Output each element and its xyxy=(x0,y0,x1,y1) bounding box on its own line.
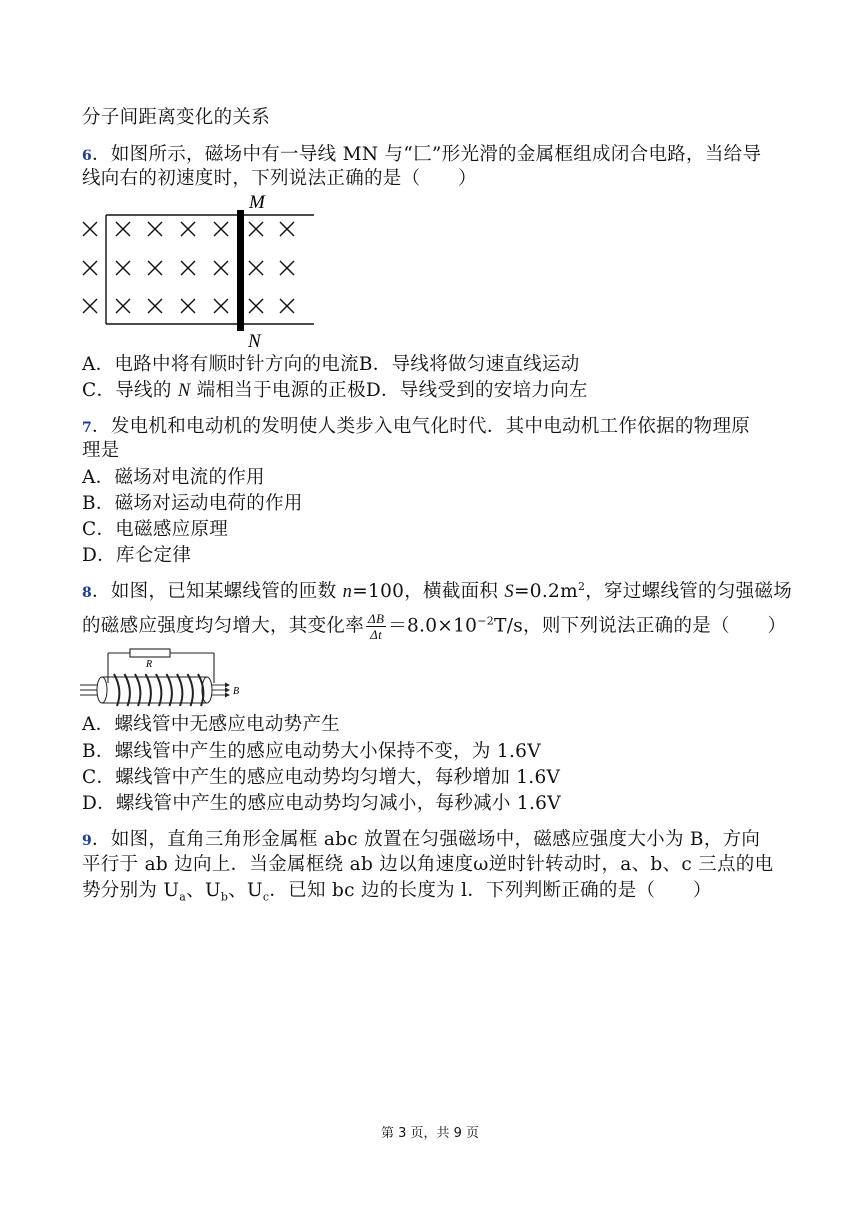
question-7-option-d: D．库仑定律 xyxy=(82,545,192,566)
question-7-option-c: C．电磁感应原理 xyxy=(82,519,229,540)
question-6-line-1 xyxy=(82,143,761,168)
question-8-option-d: D．螺线管中产生的感应电动势均匀减小，每秒减小 1.6V xyxy=(82,793,561,814)
question-6-options-cd xyxy=(82,379,588,403)
question-text: ．如图所示，磁场中有一导线 MN 与“匚”形光滑的金属框组成闭合电路，当给导 xyxy=(92,144,762,165)
question-7-option-b: B．磁场对运动电荷的作用 xyxy=(82,493,303,514)
question-8-option-c: C．螺线管中产生的感应电动势均匀增大，每秒增加 1.6V xyxy=(82,767,561,788)
question-9-line-3: 势分别为 $U_a$、$U_b$、$U_c$．已知 bc 边的长度为 l．下列判断正确的是（ ） xyxy=(82,880,712,904)
question-8-line-2: 的磁感应强度均匀增大，其变化率 $\frac{\Delta B}{\Delta t}$ $=8.0\times 10^{-2}T/s$，则下列说法正确的是（ ） xyxy=(82,611,787,642)
option-c: C．导线的 N 端相当于电源的正极 xyxy=(82,380,366,401)
question-8-line-1: 8．如图，已知某螺线管的匝数 n=100，横截面积 $S=0.2m^2$，穿过螺线管的匀强磁场 xyxy=(82,579,793,602)
question-7-line-1 xyxy=(82,415,750,440)
resistor xyxy=(130,649,170,657)
solenoid-coil xyxy=(114,674,203,706)
rate-fraction: $\frac{\Delta B}{\Delta t}$ xyxy=(368,611,385,642)
magnetic-field-figure xyxy=(78,190,323,350)
question-number: 9 xyxy=(82,833,93,849)
question-number: 7 xyxy=(82,420,93,436)
question-8-option-a: A．螺线管中无感应电动势产生 xyxy=(82,714,341,735)
option-b: B．导线将做匀速直线运动 xyxy=(358,354,580,375)
question-text: ．如图，直角三角形金属框 abc 放置在匀强磁场中，磁感应强度大小为 B，方向 xyxy=(92,829,761,850)
question-9-line-2: 平行于 ab 边向上．当金属框绕 ab 边以角速度ω逆时针转动时，a、b、c 三点的电 xyxy=(82,854,774,875)
question-9-line-1 xyxy=(82,828,760,853)
text-line: 分子间距离变化的关系 xyxy=(82,107,271,128)
option-a: A．电路中将有顺时针方向的电流 xyxy=(82,354,359,375)
page-footer: 第 3 页，共 9 页 xyxy=(380,1126,480,1141)
label-b: B xyxy=(233,686,240,697)
question-text: ．发电机和电动机的发明使人类步入电气化时代．其中电动机工作依据的物理原 xyxy=(92,416,751,437)
label-r: R xyxy=(146,659,153,670)
label-n: N xyxy=(248,331,261,350)
question-8-option-b: B．螺线管中产生的感应电动势大小保持不变，为 1.6V xyxy=(82,741,541,762)
label-m: M xyxy=(249,192,265,213)
question-7-option-a: A．磁场对电流的作用 xyxy=(82,467,265,488)
field-crosses xyxy=(83,222,294,313)
question-7-line-2: 理是 xyxy=(82,440,120,461)
option-d: D．导线受到的安培力向左 xyxy=(365,380,588,401)
question-number: 6 xyxy=(82,148,93,164)
question-number: 8 xyxy=(82,585,93,601)
question-6-line-2: 线向右的初速度时，下列说法正确的是（ ） xyxy=(82,168,477,189)
question-6-options-ab xyxy=(82,353,580,377)
solenoid-figure xyxy=(80,643,245,711)
